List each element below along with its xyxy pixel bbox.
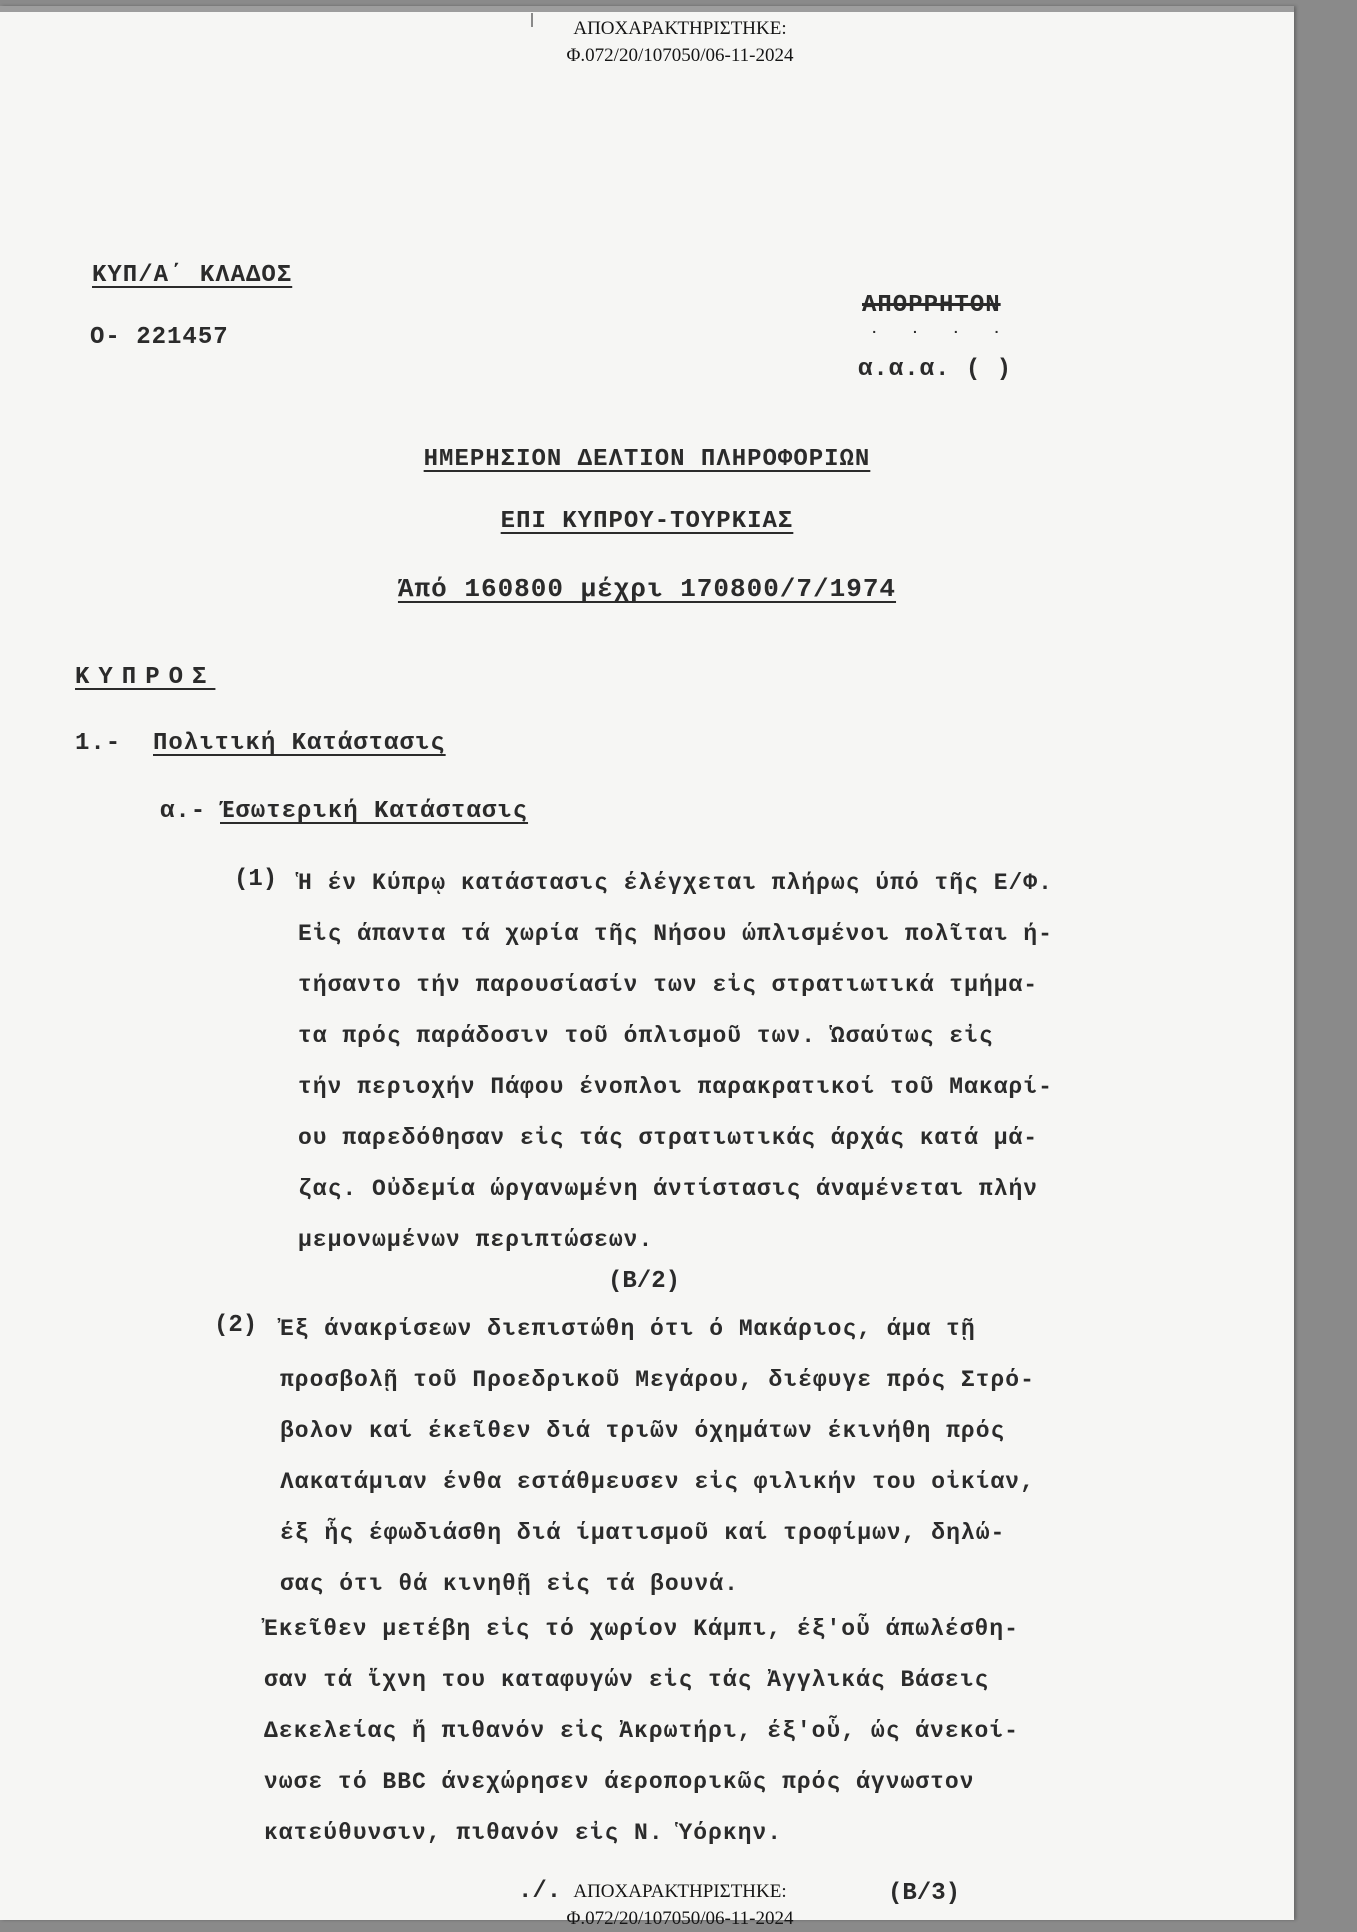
declassification-reference: Φ.072/20/107050/06-11-2024 <box>566 45 794 66</box>
paragraph-line: σαν τά ἴχνη του καταφυγών εἰς τάς Ἀγγλικάς Βάσεις <box>264 1667 990 1693</box>
classification-mark: ΑΠΟΡΡΗΤΟΝ <box>862 292 1001 319</box>
paragraph-line: Εἰς άπαντα τά χωρία τῆς Νήσου ώπλισμένοι πολῖται ή- <box>298 921 1053 947</box>
paragraph-line: ου παρεδόθησαν εἰς τάς στρατιωτικάς άρχάς κατά μά- <box>298 1125 1039 1151</box>
paragraph-2-number: (2) <box>214 1312 258 1339</box>
paragraph-line: τα πρός παράδοσιν τοῦ όπλισμοῦ των. Ὡσαύτως εἰς <box>298 1023 994 1049</box>
continuation-mark: ./. <box>518 1878 562 1905</box>
section-1-title: Πολιτική Κατάστασις <box>153 730 446 757</box>
paragraph-1 <box>298 858 1158 1266</box>
declassification-label: ΑΠΟΧΑΡΑΚΤΗΡΙΣΤΗΚΕ: <box>573 1881 787 1902</box>
paragraph-line: ζας. Οὐδεμία ώργανωμένη άντίστασις άναμένεται πλήν <box>298 1176 1039 1202</box>
paragraph-line: προσβολῇ τοῦ Προεδρικοῦ Μεγάρου, διέφυγε πρός Στρό- <box>280 1367 1035 1393</box>
declassification-reference: Φ.072/20/107050/06-11-2024 <box>566 1908 794 1929</box>
paragraph-line: μεμονωμένων περιπτώσεων. <box>298 1227 654 1253</box>
section-1-heading <box>75 730 446 757</box>
declassification-stamp-top <box>430 15 930 69</box>
paragraph-1-number: (1) <box>234 866 278 893</box>
document-subtitle <box>0 508 1294 535</box>
classification-code: α.α.α. ( ) <box>858 356 1013 383</box>
paragraph-line: έξ ἧς έφωδιάσθη διά ίματισμοῦ καί τροφίμων, δηλώ- <box>280 1520 1006 1546</box>
subsection-a-number: α.- <box>160 798 207 825</box>
country-heading: ΚΥΠΡΟΣ <box>75 664 216 691</box>
margin-mark: ǀ <box>530 10 535 32</box>
declassification-label: ΑΠΟΧΑΡΑΚΤΗΡΙΣΤΗΚΕ: <box>573 18 787 39</box>
paragraph-2 <box>280 1304 1140 1610</box>
paragraph-line: κατεύθυνσιν, πιθανόν εἰς Ν. Ὑόρκην. <box>264 1820 783 1846</box>
document-title <box>0 446 1294 473</box>
paragraph-line: Δεκελείας ἤ πιθανόν εἰς Ἀκρωτήρι, έξ'οὗ, ώς άνεκοί- <box>264 1718 1019 1744</box>
title-line-2: ΕΠΙ ΚΥΠΡΟΥ-ΤΟΥΡΚΙΑΣ <box>500 508 794 535</box>
page-reference-b2: (Β/2) <box>608 1268 681 1295</box>
branch-heading: ΚΥΠ/Α΄ ΚΛΑΔΟΣ <box>92 262 293 289</box>
paragraph-line: Λακατάμιαν ένθα εστάθμευσεν εἰς φιλικήν του οἰκίαν, <box>280 1469 1035 1495</box>
page-edge <box>0 6 1294 12</box>
paragraph-line: τήσαντο τήν παρουσίασίν των εἰς στρατιωτικά τμήμα- <box>298 972 1039 998</box>
classification-dots: . . . . <box>870 322 1013 338</box>
reference-number: Ο- 221457 <box>90 324 229 351</box>
title-line-3: Άπό 160800 μέχρι 170800/7/1974 <box>397 574 897 604</box>
document-period <box>0 574 1294 604</box>
paragraph-line: Ἐξ άνακρίσεων διεπιστώθη ότι ό Μακάριος, άμα τῇ <box>280 1316 976 1342</box>
paragraph-line: νωσε τό ΒΒC άνεχώρησεν άεροπορικῶς πρός άγνωστον <box>264 1769 975 1795</box>
paragraph-2-continued <box>264 1604 1124 1859</box>
paragraph-line: σας ότι θά κινηθῇ εἰς τά βουνά. <box>280 1571 739 1597</box>
section-1-number: 1.- <box>75 730 122 757</box>
declassification-stamp-bottom <box>430 1878 930 1932</box>
paragraph-line: βολον καί έκεῖθεν διά τριῶν όχημάτων έκινήθη πρός <box>280 1418 1006 1444</box>
paragraph-line: Ἐκεῖθεν μετέβη εἰς τό χωρίον Κάμπι, έξ'οὗ άπωλέσθη- <box>264 1616 1019 1642</box>
subsection-a-title: Έσωτερική Κατάστασις <box>220 798 529 825</box>
paragraph-line: Ἡ έν Κύπρῳ κατάστασις έλέγχεται πλήρως ύπό τῆς Ε/Φ. <box>298 870 1053 896</box>
title-line-1: ΗΜΕΡΗΣΙΟΝ ΔΕΛΤΙΟΝ ΠΛΗΡΟΦΟΡΙΩΝ <box>423 446 871 473</box>
paragraph-line: τήν περιοχήν Πάφου ένοπλοι παρακρατικοί τοῦ Μακαρί- <box>298 1074 1053 1100</box>
subsection-a-heading <box>160 798 528 825</box>
page-reference-b3: (Β/3) <box>888 1880 961 1907</box>
